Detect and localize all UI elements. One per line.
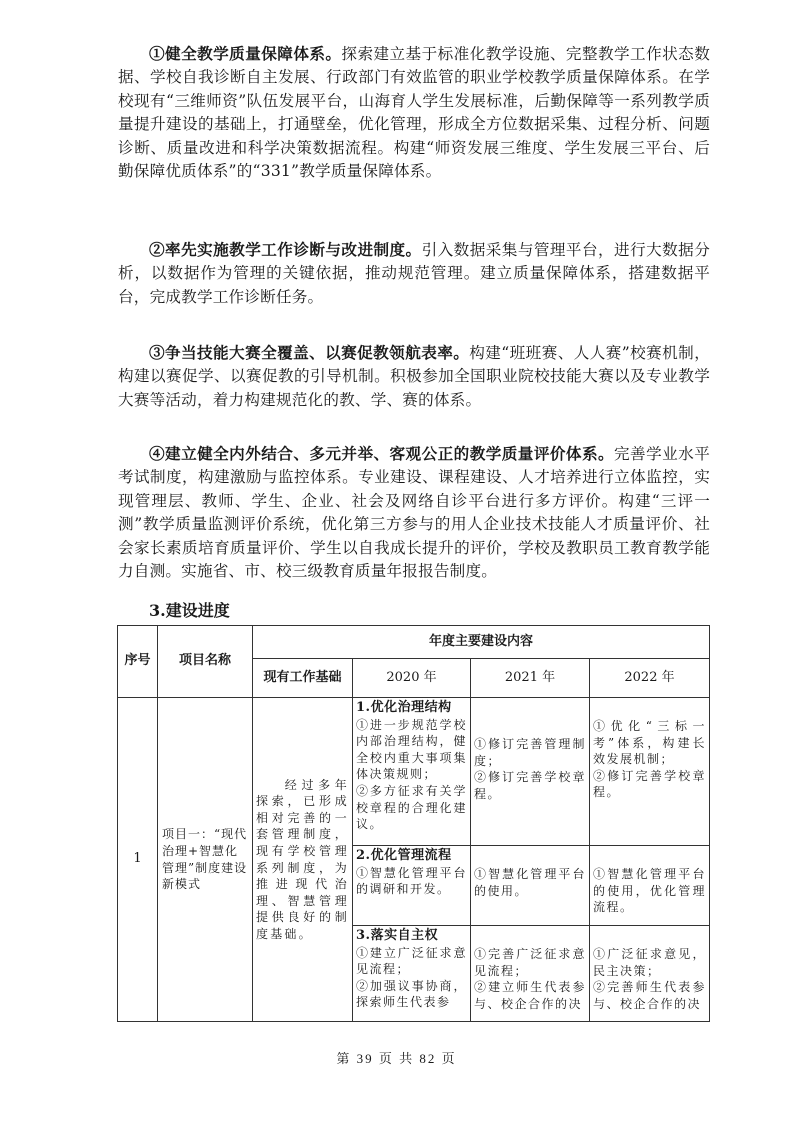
cell-2021-autonomy [471, 926, 590, 1022]
cell-item: ①广泛征求意见，民主决策； [593, 947, 707, 978]
subitem-title: 3.落实自主权 [356, 928, 439, 943]
cell-2021-process [471, 846, 590, 926]
paragraph-skills-competition [118, 341, 710, 412]
cell-2022-governance [590, 698, 710, 846]
cell-2022-autonomy [590, 926, 710, 1022]
cell-2020-governance [353, 698, 471, 846]
row-project-name: 项目一：“现代治理+智慧化管理”制度建设新模式 [158, 698, 253, 1022]
cell-item: ①建立广泛征求意见流程； [356, 945, 467, 977]
paragraph-text: 引入数据采集与管理平台，进行大数据分析，以数据作为管理的关键依据，推动规范管理。建立质量保障体系，搭建数据平台，完成教学工作诊断任务。 [118, 241, 710, 306]
cell-item: ②多方征求有关学校章程的合理化建议。 [356, 783, 467, 832]
cell-item: ①智慧化管理平台的调研和开发。 [356, 865, 467, 897]
progress-table [117, 625, 710, 1022]
subitem-title: 1.优化治理结构 [356, 700, 452, 715]
paragraph-lead: ③争当技能大赛全覆盖、以赛促教领航表率。 [149, 343, 470, 362]
cell-item: ②修订完善学校章程。 [474, 770, 586, 801]
header-2022: 2022 年 [590, 659, 710, 698]
paragraph-evaluation-system [118, 442, 710, 583]
cell-item: ①完善广泛征求意见流程； [474, 947, 586, 978]
table-header-row [118, 626, 710, 659]
paragraph-lead: ②率先实施教学工作诊断与改进制度。 [149, 240, 422, 259]
basis-text: 经过多年探索，已形成相对完善的一套管理制度，现有学校管理系列制度，为推进现代治理、智慧管理提供良好的制度基础。 [256, 777, 349, 941]
paragraph-quality-assurance [118, 42, 710, 183]
paragraph-lead: ④建立健全内外结合、多元并举、客观公正的教学质量评价体系。 [149, 444, 615, 463]
header-basis: 现有工作基础 [253, 659, 353, 698]
cell-item: ②建立师生代表参与、校企合作的决 [474, 980, 586, 1011]
page-number: 第 39 页 共 82 页 [336, 1051, 457, 1066]
paragraph-diagnosis-reform [118, 238, 710, 309]
header-project-name: 项目名称 [158, 626, 253, 698]
cell-item: ①进一步规范学校内部治理结构，健全校内重大事项集体决策规则； [356, 717, 467, 782]
cell-item: ①智慧化管理平台的使用，优化管理流程。 [593, 867, 707, 915]
header-index: 序号 [118, 626, 158, 698]
cell-2022-process [590, 846, 710, 926]
row-index: 1 [118, 698, 158, 1022]
cell-item: ①优化“三标一考”体系，构建长效发展机制； [593, 719, 707, 767]
cell-item: ②完善师生代表参与、校企合作的决 [593, 980, 707, 1011]
section-title: 3.建设进度 [149, 601, 230, 620]
subitem-title: 2.优化管理流程 [356, 848, 452, 863]
header-annual-content: 年度主要建设内容 [253, 626, 710, 659]
cell-2020-autonomy [353, 926, 471, 1022]
cell-item: ②加强议事协商，探索师生代表参 [356, 978, 467, 1010]
paragraph-text: 探索建立基于标准化教学设施、完整教学工作状态数据、学校自我诊断自主发展、行政部门有效监管的职业学校教学质量保障体系。在学校现有“三维师资”队伍发展平台，山海育人学生发展标准，后勤保障等一系列教学质量提升建设的基础上，打通壁垒，优化管理，形成全方位数据采集、过程分析、问题诊断、质量改进和科学决策数据流程。构建“师资发展三维度、学生发展三平台、后勤保障优质体系”的“331”教学质量保障体系。 [118, 45, 710, 181]
paragraph-text: 构建“班班赛、人人赛”校赛机制，构建以赛促学、以赛促教的引导机制。积极参加全国职业院校技能大赛以及专业教学大赛等活动，着力构建规范化的教、学、赛的体系。 [118, 344, 710, 409]
cell-item: ②修订完善学校章程。 [593, 768, 707, 800]
paragraph-lead: ①健全教学质量保障体系。 [149, 44, 342, 63]
cell-item: ①修订完善管理制度； [474, 737, 586, 768]
cell-2020-process [353, 846, 471, 926]
cell-2021-governance [471, 698, 590, 846]
header-2021: 2021 年 [471, 659, 590, 698]
row-basis [253, 698, 353, 1022]
header-2020: 2020 年 [353, 659, 471, 698]
table-row [118, 698, 710, 846]
cell-item: ①智慧化管理平台的使用。 [474, 867, 586, 898]
paragraph-text: 完善学业水平考试制度，构建激励与监控体系。专业建设、课程建设、人才培养进行立体监控，实现管理层、教师、学生、企业、社会及网络自诊平台进行多方评价。构建“三评一测”教学质量监测评价系统，优化第三方参与的用人企业技术技能人才质量评价、社会家长素质培育质量评价、学生以自我成长提升的评价，学校及教职员工教育教学能力自测。实施省、市、校三级教育质量年报报告制度。 [118, 445, 710, 581]
